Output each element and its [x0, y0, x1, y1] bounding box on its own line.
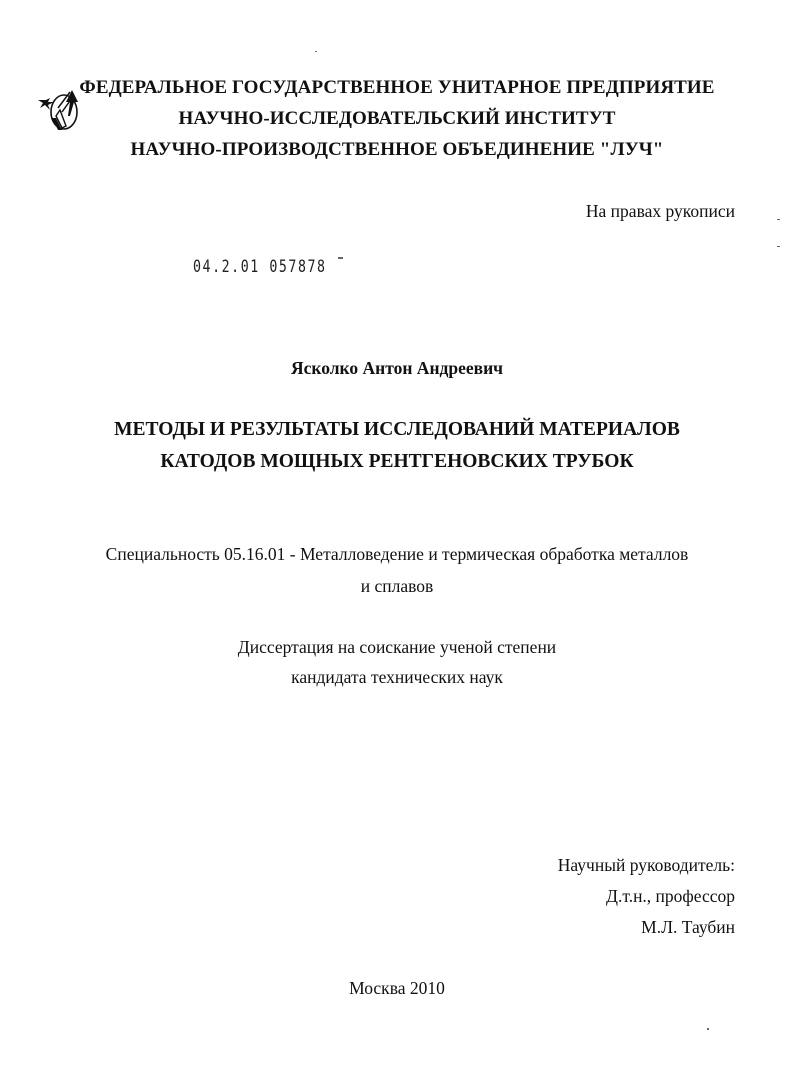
supervisor-name: М.Л. Таубин	[641, 917, 735, 937]
specialty-line-2: и сплавов	[360, 576, 434, 596]
degree-line-2: кандидата технических наук	[291, 667, 503, 687]
degree-line-1: Диссертация на соискание ученой степени	[237, 637, 557, 657]
thesis-title-line-1: МЕТОДЫ И РЕЗУЛЬТАТЫ ИССЛЕДОВАНИЙ МАТЕРИАЛОВ	[114, 419, 680, 440]
specialty-line-1: Специальность 05.16.01 - Металловедение и термическая обработка металлов	[105, 544, 689, 564]
supervisor-degree: Д.т.н., профессор	[606, 886, 735, 906]
organization-line-3: НАУЧНО-ПРОИЗВОДСТВЕННОЕ ОБЪЕДИНЕНИЕ "ЛУЧ"	[130, 139, 664, 160]
thesis-title-line-2: КАТОДОВ МОЩНЫХ РЕНТГЕНОВСКИХ ТРУБОК	[160, 451, 634, 472]
author-name: Ясколко Антон Андреевич	[290, 358, 504, 378]
manuscript-note: На правах рукописи	[585, 201, 735, 221]
organization-line-1: ФЕДЕРАЛЬНОЕ ГОСУДАРСТВЕННОЕ УНИТАРНОЕ ПРЕДПРИЯТИЕ	[79, 77, 715, 98]
archive-stamp-number: 04.2.01 057878	[193, 257, 327, 277]
organization-line-2: НАУЧНО-ИССЛЕДОВАТЕЛЬСКИЙ ИНСТИТУТ	[178, 108, 616, 129]
place-year: Москва 2010	[349, 978, 445, 998]
supervisor-label: Научный руководитель:	[557, 855, 735, 875]
